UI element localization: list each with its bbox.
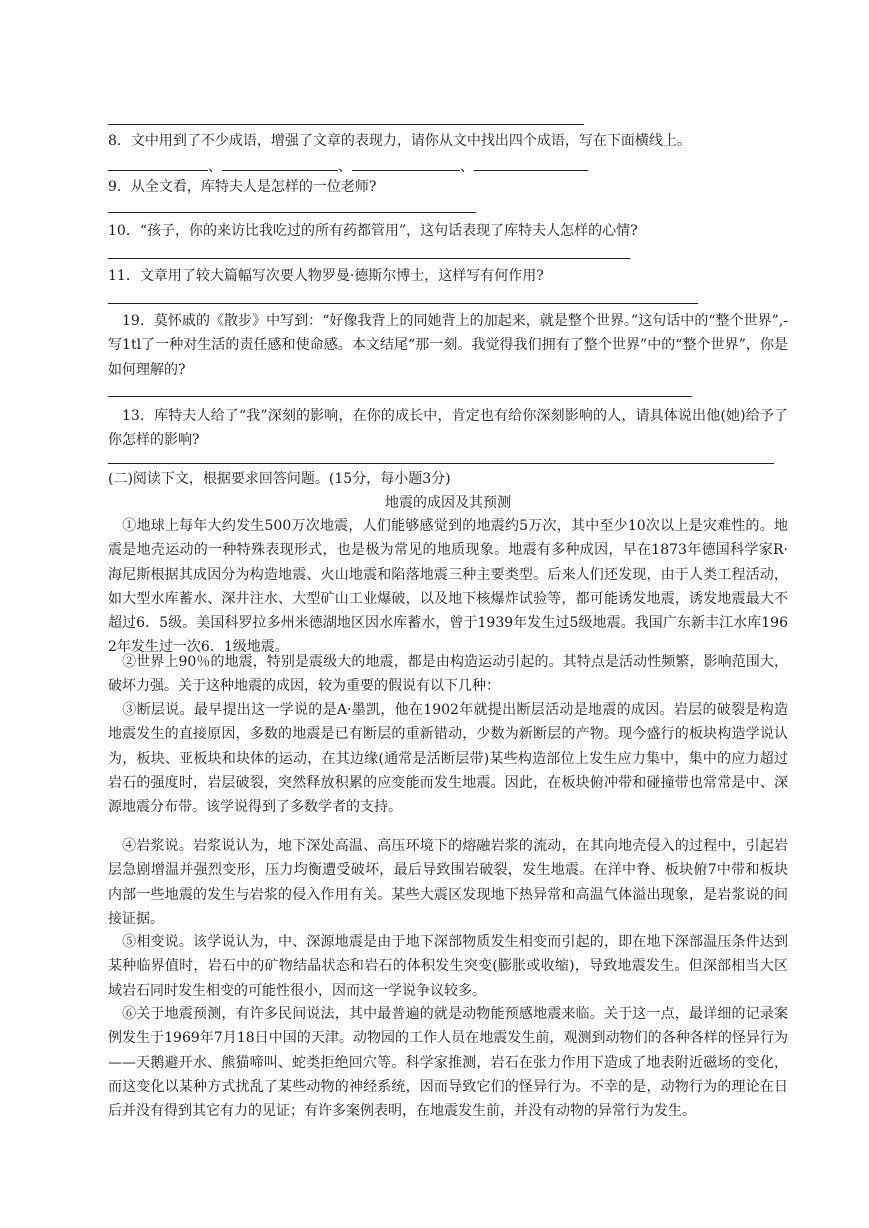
q8-blank-3[interactable]: [352, 156, 460, 171]
answer-line-q13[interactable]: [108, 463, 774, 464]
answer-line-q11[interactable]: [108, 303, 698, 304]
paragraph-6: ⑥关于地震预测，有许多民间说法，其中最普遍的就是动物能预感地震来临。关于这一点，最详细的记录案例发生于1969年7月18日中国的天津。动物园的工作人员在地震发生前，观测到动物们的各种各样的怪异行为——天鹅避开水、熊猫啼叫、蛇类拒绝回穴等。科学家推测，岩石在张力作用下造成了地表附近磁场的变化，而这变化以某种方式扰乱了某些动物的神经系统，因而导致它们的怪异行为。不幸的是，动物行为的理论在日后并没有得到其它有力的见证；有许多案例表明，在地震发生前，并没有动物的异常行为发生。: [108, 1006, 788, 1120]
paragraph-5: ⑤相变说。该学说认为，中、深源地震是由于地下深部物质发生相变而引起的，即在地下深部温压条件达到某种临界值时，岩石中的矿物结晶状态和岩石的体积发生突变(膨胀或收缩)，导致地震发生。但深部相当大区域岩石同时发生相变的可能性很小，因而这一学说争议较多。: [108, 934, 788, 999]
answer-line-top[interactable]: [108, 124, 584, 125]
question-11: 11．文章用了较大篇幅写次要人物罗曼·德斯尔博士，这样写有何作用?: [108, 268, 544, 284]
answer-line-q19[interactable]: [108, 396, 692, 397]
answer-line-q10[interactable]: [108, 258, 630, 259]
paragraph-4: ④岩浆说。岩浆说认为，地下深处高温、高压环境下的熔融岩浆的流动，在其向地壳侵入的过程中，引起岩层急剧增温并强烈变形，压力均衡遭受破坏，最后导致围岩破裂，发生地震。在洋中脊、板块俯7中带和板块内部一些地震的发生与岩浆的侵入作用有关。某些大震区发现地下热异常和高温气体溢出现象，是岩浆说的间接证据。: [108, 838, 788, 927]
q8-blank-1[interactable]: [108, 156, 208, 171]
article-title: 地震的成因及其预测: [385, 495, 511, 511]
q8-blanks: 、 、 、: [108, 156, 588, 177]
paragraph-1: ①地球上每年大约发生500万次地震，人们能够感觉到的地震约5万次，其中至少10次以上是灾难性的。地震是地壳运动的一种特殊表现形式，也是极为常见的地质现象。地震有多种成因，早在1873年德国科学家R·海尼斯根据其成因分为构造地震、火山地震和陷落地震三种主要类型。后来人们还发现，由于人类工程活动，如大型水库蓄水、深井注水、大型矿山工业爆破，以及地下核爆炸试验等，都可能诱发地震，诱发地震最大不超过6．5级。美国科罗拉多州米德湖地区因水库蓄水，曾于1939年发生过5级地震。我国广东新丰江水库1962年发生过一次6．1级地震。: [108, 518, 788, 656]
question-8: 8．文中用到了不少成语，增强了文章的表现力，请你从文中找出四个成语，写在下面横线上。: [108, 133, 691, 149]
paragraph-3: ③断层说。最早提出这一学说的是A·墨凯，他在1902年就提出断层活动是地震的成因。岩层的破裂是构造地震发生的直接原因，多数的地震是已有断层的重新错动，少数为新断层的产物。现今盛行的板块构造学说认为，板块、亚板块和块体的运动，在其边缘(通常是活断层带)某些构造部位上发生应力集中，集中的应力超过岩石的强度时，岩层破裂，突然释放积累的应变能而发生地震。因此，在板块俯冲带和碰撞带也常常是中、深源地震分布带。该学说得到了多数学者的支持。: [108, 702, 788, 816]
q8-blank-4[interactable]: [474, 156, 588, 171]
q8-blank-2[interactable]: [222, 156, 338, 171]
question-13: 13．库特夫人给了“我”深刻的影响，在你的成长中，肯定也有给你深刻影响的人，请具体说出他(她)给予了你怎样的影响?: [108, 408, 788, 449]
paragraph-2: ②世界上90％的地震，特别是震级大的地震，都是由构造运动引起的。其特点是活动性频繁，影响范围大，破坏力强。关于这种地震的成因，较为重要的假说有以下几种：: [108, 654, 788, 695]
answer-line-q9[interactable]: [108, 212, 476, 213]
question-9: 9．从全文看，库特夫人是怎样的一位老师?: [108, 179, 377, 195]
section-heading: (二)阅读下文，根据要求回答问题。(15分，每小题3分): [108, 471, 451, 487]
question-19: 19．莫怀戚的《散步》中写到：“好像我背上的同她背上的加起来，就是整个世界。”这句话中的“整个世界”,-写1tl了一种对生活的责任感和使命感。本文结尾“那一刻。我觉得我们拥有了整个世界”中的“整个世界”，你是如何理解的?: [108, 313, 788, 378]
question-10: 10．“孩子，你的来访比我吃过的所有药都管用”，这句话表现了库特夫人怎样的心情?: [108, 223, 638, 239]
